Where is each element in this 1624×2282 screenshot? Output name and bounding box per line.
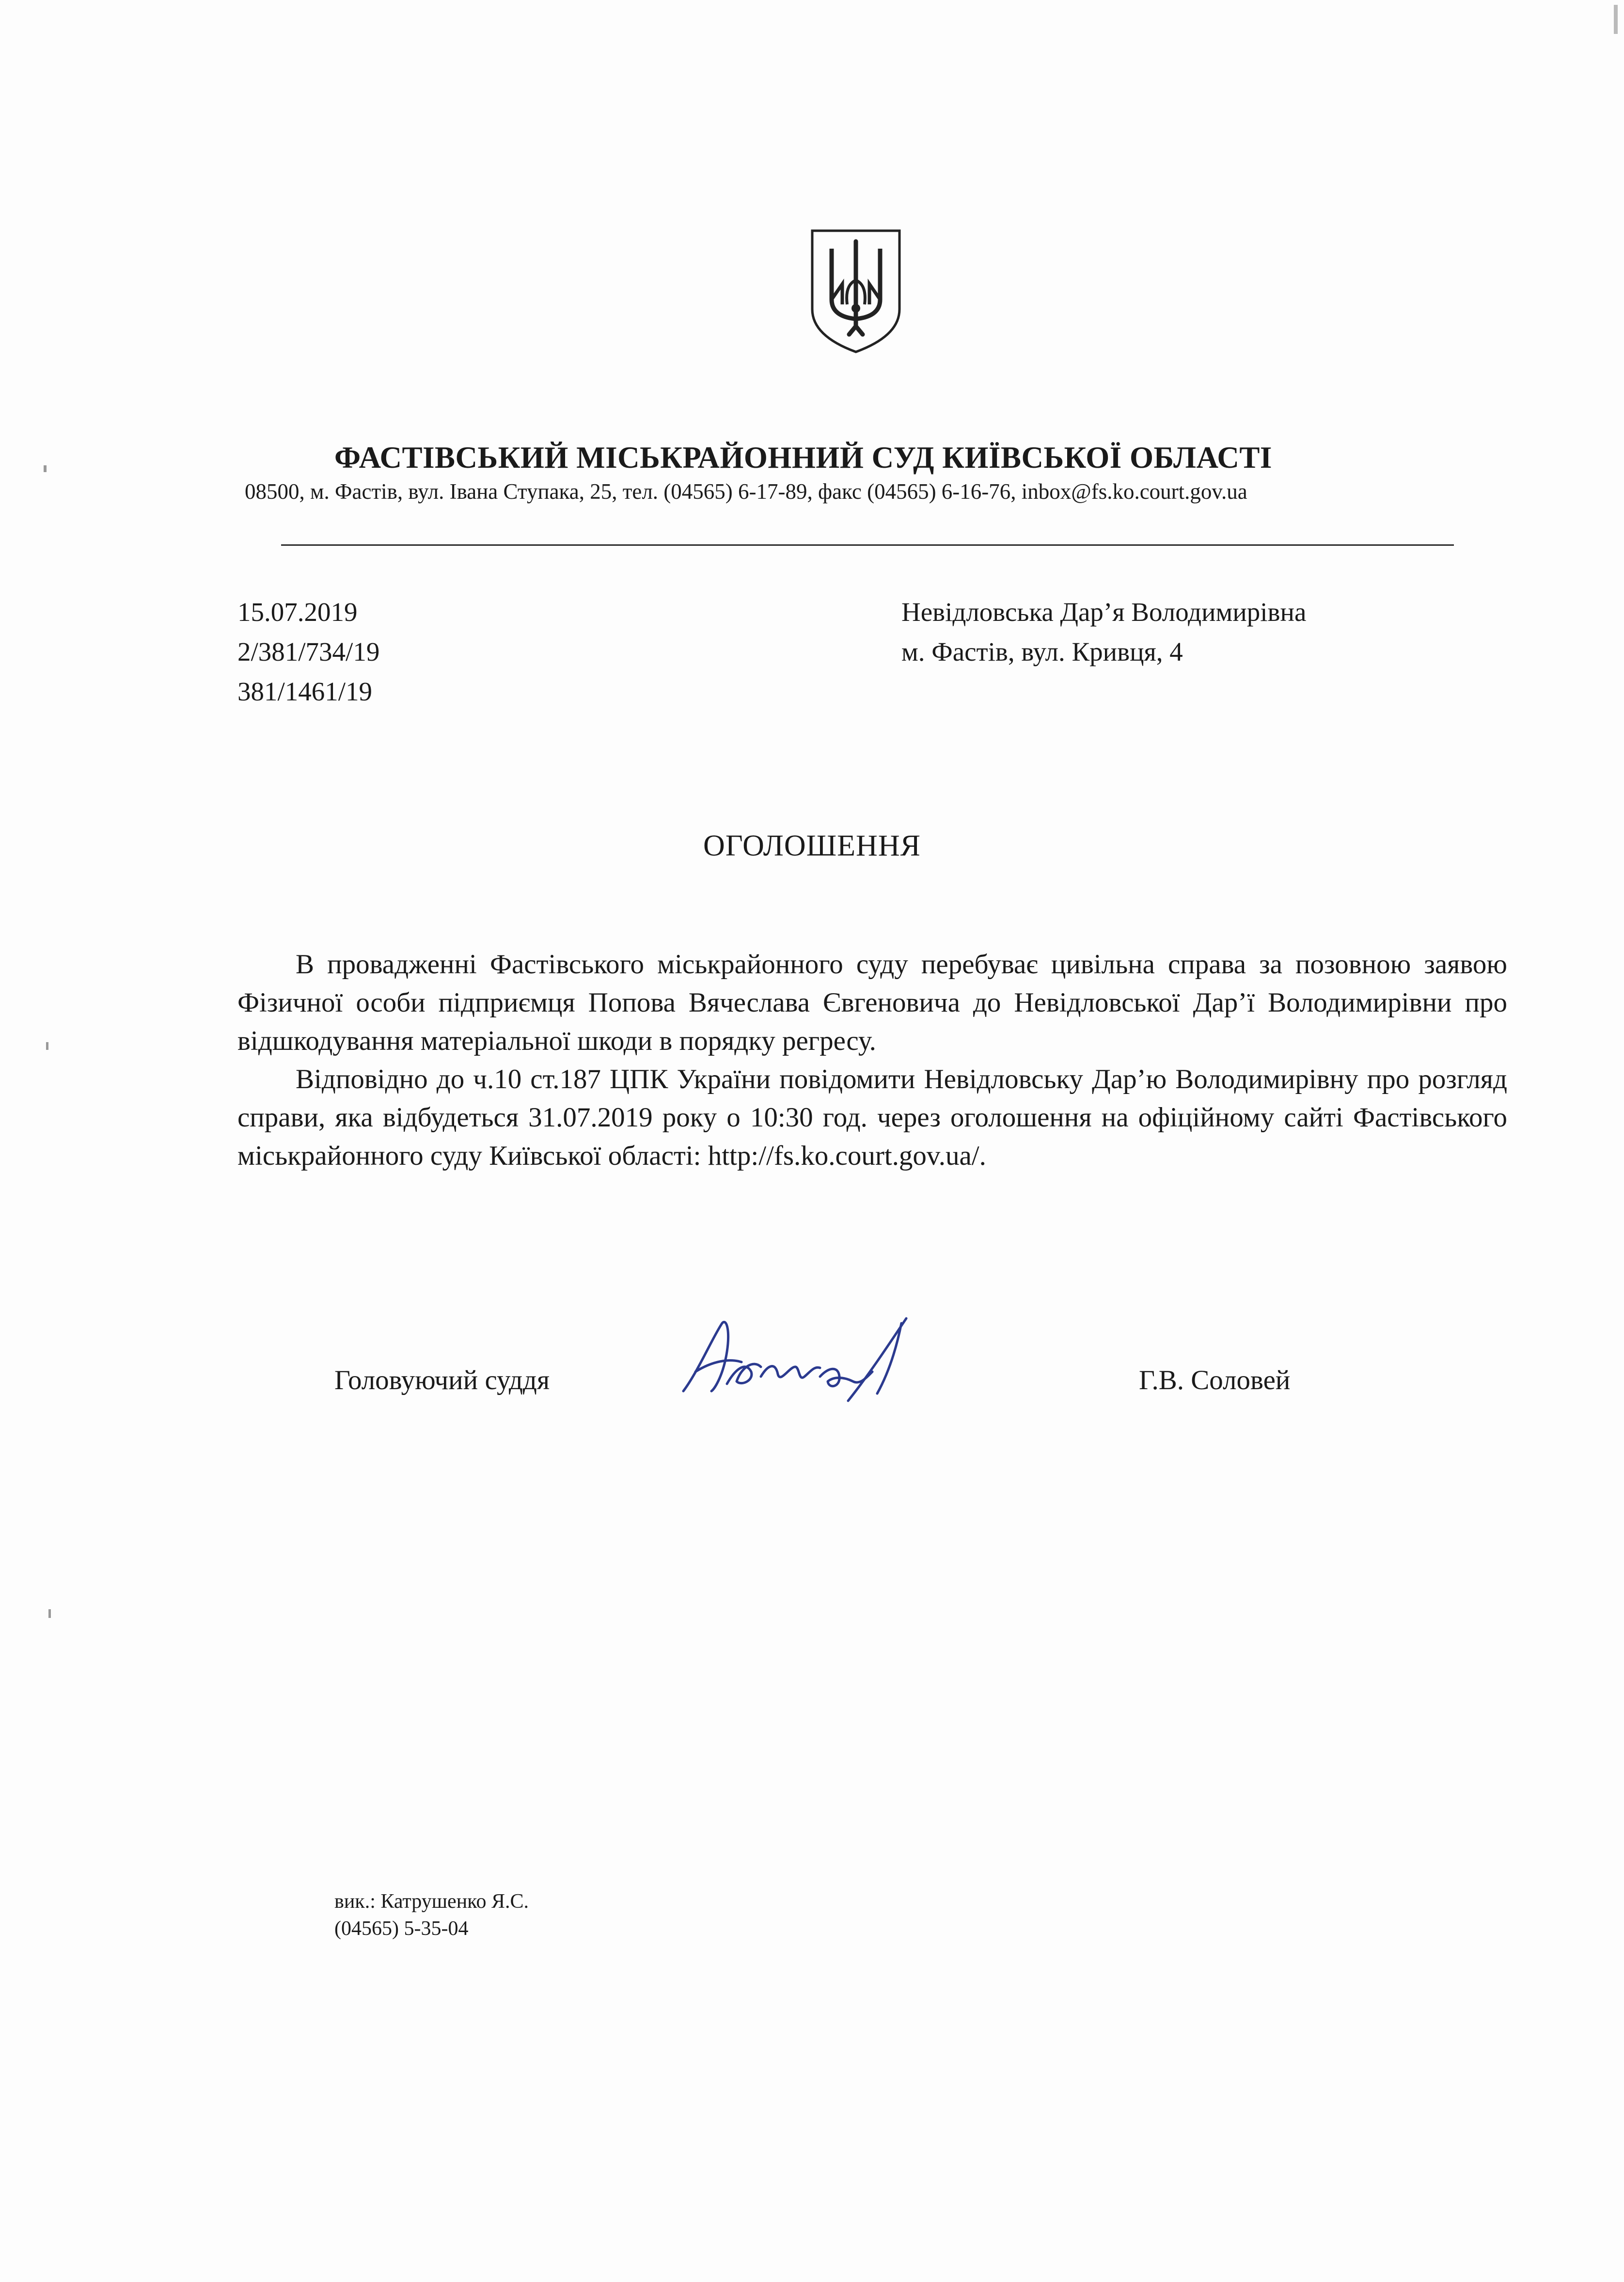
signatory-role: Головуючий суддя [334,1365,550,1395]
recipient-address: м. Фастів, вул. Кривця, 4 [901,637,1183,666]
outgoing-number: 381/1461/19 [237,677,373,706]
document-title: ОГОЛОШЕННЯ [703,829,921,862]
scan-mark [46,1042,48,1050]
signatory-name: Г.В. Соловей [1139,1365,1291,1395]
recipient-block [901,592,1306,672]
executor-phone: (04565) 5-35-04 [334,1918,469,1940]
document-body [237,945,1507,1175]
body-paragraph: Відповідно до ч.10 ст.187 ЦПК України повідомити Невідловську Дар’ю Володимирівну про розгляд справи, яка відбудеться 31.07.2019 року о 10:30 год. через оголошення на офіційному сайті Фастівського міськрайонного суду Київської області: http://fs.ko.court.gov.ua/. [237,1064,1507,1171]
scan-mark [48,1609,51,1618]
recipient-name: Невідловська Дар’я Володимирівна [901,597,1307,627]
court-address: 08500, м. Фастів, вул. Івана Ступака, 25, тел. (04565) 6-17-89, факс (04565) 6-16-76, inbox@fs.ko.court.gov.ua [245,479,1247,504]
body-paragraph: В провадженні Фастівського міськрайонного суду перебуває цивільна справа за позовною заявою Фізичної особи підприємця Попова Вячеслава Євгеновича до Невідловської Дар’ї Володимирівни про відшкодування матеріальної шкоди в порядку регресу. [237,949,1507,1056]
executor-name: вик.: Катрушенко Я.С. [334,1890,529,1913]
case-number: 2/381/734/19 [237,637,380,666]
court-name: ФАСТІВСЬКИЙ МІСЬКРАЙОННИЙ СУД КИЇВСЬКОЇ ОБЛАСТІ [334,441,1272,475]
document-meta [237,592,379,712]
scan-edge [1614,5,1618,34]
executor-block [334,1888,529,1942]
document-date: 15.07.2019 [237,597,358,627]
header-divider [281,544,1454,546]
handwritten-signature [669,1304,921,1410]
trident-icon [808,227,903,356]
scan-mark [44,465,47,472]
